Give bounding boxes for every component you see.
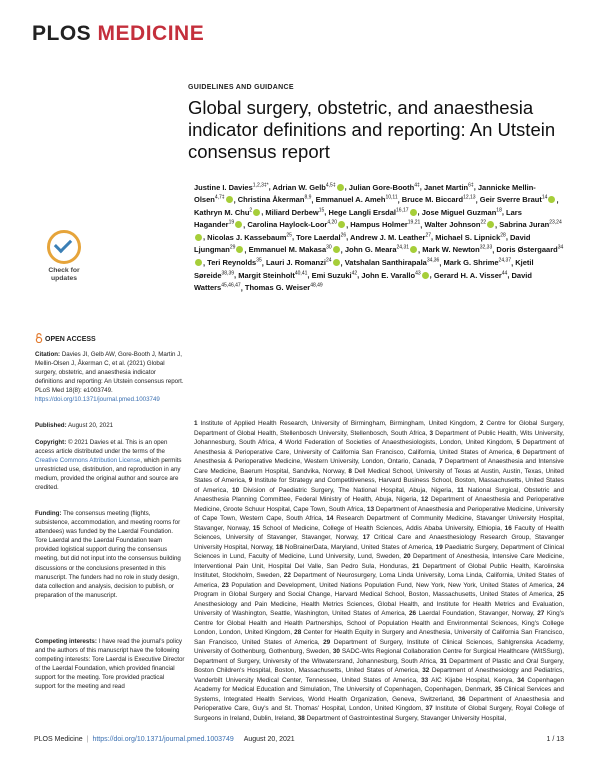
article-title: Global surgery, obstetric, and anaesthesia indicator definitions and reporting: An Utstein consensus report <box>188 97 556 162</box>
author-name: John G. Meara <box>344 245 397 255</box>
author-name: David Watters <box>194 270 532 293</box>
affiliation-number: 5 <box>516 439 520 446</box>
affiliation-number: 31 <box>439 657 447 665</box>
author-name: Gerard H. A. Visser <box>433 270 502 280</box>
citation-label: Citation: <box>35 351 61 358</box>
author-name: Emmanuel M. Makasa <box>248 245 327 255</box>
author-name: Justine I. Davies <box>194 182 253 192</box>
affiliation-number: 37 <box>425 705 433 712</box>
orcid-icon[interactable] <box>410 246 417 253</box>
affiliation-number: 7 <box>438 458 443 465</box>
journal-logo <box>32 22 204 46</box>
author-name: Margit Steinholt <box>238 270 295 280</box>
author-affiliation-marker: 44 <box>501 270 508 277</box>
copyright-block <box>35 438 185 493</box>
author <box>345 258 440 267</box>
affiliation-number: 35 <box>494 686 502 693</box>
author-name: Carolina Haylock-Loor <box>247 220 328 230</box>
page-number: 1 / 13 <box>546 736 564 743</box>
affiliation-text: Centre for Global Surgery, Department of Global Health, Stellenbosch University, Stellenbosch, South Africa, <box>194 420 564 437</box>
author-affiliation-marker: 48,49 <box>310 282 323 289</box>
affiliation-number: 36 <box>458 695 466 703</box>
open-lock-icon <box>35 333 43 343</box>
affiliation-text: Institute of Applied Health Research, University of Birmingham, Birmingham, United Kingdom, <box>200 420 477 427</box>
affiliation-text: Anesthesiology and Pain Medicine, Health Metrics Sciences, Global Health, and Institute for Health Metrics and Evaluation, University of Washington, Seattle, Washington, United States of America, <box>194 600 564 617</box>
check-for-updates-button[interactable] <box>38 230 90 290</box>
affiliation-number: 19 <box>435 543 443 551</box>
author-name: Walter Johnson <box>424 220 481 230</box>
author-name: Christina Åkerman <box>237 195 305 205</box>
affiliation-number: 29 <box>323 638 331 646</box>
affiliation-text: Division of Paediatric Surgery, The National Hospital, Abuja, Nigeria, <box>243 486 454 494</box>
affiliation-text: Institute of Global Surgery, Royal College of Surgeons in Ireland, Dublin, Ireland, <box>194 705 565 722</box>
affiliation-number: 10 <box>232 486 240 494</box>
competing-interests-block <box>35 637 185 692</box>
author-affiliation-marker: 24,31 <box>396 244 410 251</box>
author-name: Mark G. Shrime <box>443 258 499 268</box>
author-name: Jannicke Mellin-Olsen <box>194 182 536 205</box>
orcid-icon[interactable] <box>253 209 260 216</box>
affiliation-number: 26 <box>408 610 417 617</box>
author <box>434 271 508 280</box>
author-name: Nicolas J. Kassebaum <box>207 232 287 242</box>
orcid-icon[interactable] <box>410 209 417 216</box>
affiliation-number: 14 <box>326 515 334 522</box>
orcid-icon[interactable] <box>487 221 494 228</box>
author-name: Teri Reynolds <box>207 258 257 268</box>
affiliation-text: Department of Neurosurgery, Loma Linda University, Loma Linda, California, United States of America, <box>194 572 565 589</box>
author-affiliation-marker: 25 <box>286 232 292 239</box>
affiliation-number: 34 <box>517 676 525 684</box>
author-name: Kathryn M. Chu <box>194 207 250 217</box>
author <box>424 183 474 192</box>
author <box>266 258 341 267</box>
affiliation-text: Critical Care and Anaesthesiology Research Group, Stavanger University Hospital, Norway, <box>194 534 565 551</box>
author-name: Bruce M. Biccard <box>401 195 464 205</box>
author-name: Michael S. Lipnick <box>435 232 501 242</box>
author-affiliation-marker: 19,21 <box>407 219 421 226</box>
author-name: Doris Østergaard <box>496 245 558 255</box>
affiliation-text: Department of Global Public Health, Karolinska Institutet, Stockholm, Sweden, <box>194 562 564 579</box>
affiliation-number: 9 <box>248 477 253 484</box>
affiliation-number: 15 <box>252 524 260 532</box>
author <box>435 233 506 242</box>
copyright-label: Copyright: <box>35 439 67 446</box>
author-name: Emmanuel A. Ameh <box>315 195 386 205</box>
affiliation-text: Copenhagen Academy for Medical Education and Simulation, The University of Copenhagen, Copenhagen, Denmark, <box>194 676 564 693</box>
published-date: August 20, 2021 <box>68 422 114 429</box>
author <box>424 220 495 229</box>
license-link[interactable]: Creative Commons Attribution License <box>35 457 141 465</box>
affiliation-text: National Surgical, Obstetric and Anaesthesia Planning Committee, Federal Ministry of Health, Abuja, Nigeria, <box>194 486 565 503</box>
author-name: Lars Hagander <box>194 207 522 230</box>
author-name: Janet Martin <box>423 182 469 192</box>
author-affiliation-marker: 6‡ <box>468 182 474 188</box>
affiliation-text: Department of Anaesthesia and Intensive Care Medicine, Baerum Hospital, Sandvika, Norway, <box>194 458 564 475</box>
copyright-text-2: , which permits unrestricted use, distribution, and reproduction in any medium, provided the original author and source are credited. <box>35 457 182 492</box>
affiliation-text: Department of Surgery, Institute of Clinical Sciences, Sahlgrenska Academy, University of Gothenburg, Gothenburg, Sweden, <box>194 638 564 655</box>
affiliation-text: Department of Gastrointestinal Surgery, Stavanger University Hospital, <box>306 714 507 722</box>
affiliation-number: 18 <box>275 543 283 551</box>
orcid-icon[interactable] <box>226 196 233 203</box>
author <box>238 271 307 280</box>
orcid-icon[interactable] <box>195 234 202 241</box>
competing-text: I have read the journal's policy and the authors of this manuscript have the following competing interests: Tore Laerdal is Executive Director of the Laerdal Foundation, which provided financial support for the meeting. Tore provided practical support for the meeting and read <box>35 638 185 691</box>
orcid-icon[interactable] <box>195 259 202 266</box>
orcid-icon[interactable] <box>333 259 340 266</box>
affiliation-number: 4 <box>278 439 283 446</box>
author-affiliation-marker: 43 <box>415 270 421 277</box>
affiliation-number: 13 <box>366 505 374 513</box>
citation-doi-link[interactable]: https://doi.org/10.1371/journal.pmed.1003749 <box>35 396 160 404</box>
affiliation-text: AIC Kijabe Hospital, Kenya, <box>431 676 514 684</box>
author-affiliation-marker: 35 <box>256 257 262 264</box>
open-access-label: OPEN ACCESS <box>45 336 96 343</box>
author-affiliation-marker: 32,33 <box>479 244 493 251</box>
affiliation-text: King's Centre for Global Health and Health Partnerships, School of Population Health and Environmental Sciences, King's College London, London, United Kingdom, <box>194 610 565 636</box>
author-affiliation-marker: 23,24 <box>549 219 562 226</box>
logo-plos: PLOS <box>32 22 92 45</box>
affiliation-number: 28 <box>294 629 302 636</box>
author <box>207 233 292 242</box>
author-affiliation-marker: 30 <box>326 244 332 251</box>
author-name: David Ljungman <box>194 232 531 255</box>
author <box>194 183 269 192</box>
author-affiliation-marker: 38,39 <box>221 270 235 277</box>
affiliation-text: Program in Global Surgery and Social Change, Harvard Medical School, Boston, Massachusetts, United States of America, <box>194 591 555 598</box>
affiliation-number: 16 <box>504 524 512 532</box>
author-name: Adrian W. Gelb <box>272 182 326 192</box>
affiliation-text: Population and Development, United Nations Population Fund, New York, New York, United States of America, <box>231 581 555 589</box>
orcid-icon[interactable] <box>333 246 340 253</box>
author <box>247 220 346 229</box>
check-updates-line2: updates <box>50 275 78 282</box>
affiliation-text: Department of Anesthesiology and Pediatrics, Vanderbilt University Medical Center, Tennessee, United States of America, <box>194 667 565 684</box>
author-affiliation-marker: 4,7‡ <box>214 194 225 201</box>
author-name: Andrew J. M. Leather <box>350 232 426 242</box>
footer-date: August 20, 2021 <box>243 736 295 743</box>
author-name: Emi Suzuki <box>311 270 352 280</box>
affiliation-number: 8 <box>348 467 352 475</box>
author-affiliation-marker: 40,41 <box>294 270 308 277</box>
author-affiliation-marker: 15 <box>318 207 325 214</box>
orcid-icon[interactable] <box>422 272 429 279</box>
affiliation-text: Center for Health Equity in Surgery and Anesthesia, University of California San Francisco, San Francisco, United States of America, <box>194 629 565 646</box>
affiliation-number: 24 <box>556 581 565 589</box>
affiliation-number: 25 <box>556 591 564 598</box>
author <box>328 208 417 217</box>
author-affiliation-marker: 22 <box>480 219 487 226</box>
author <box>265 208 324 217</box>
open-access-badge <box>35 333 96 343</box>
affiliation-number: 1 <box>194 420 198 427</box>
author-name: Sabrina Juran <box>499 220 550 230</box>
affiliation-text: Institute for Strategy and Competitiveness, Harvard Business School, Boston, Massachusetts, United States of America, <box>194 477 565 494</box>
author-affiliation-marker: 8,9 <box>304 194 312 201</box>
author-affiliation-marker: 10,11 <box>385 194 398 201</box>
author-affiliation-marker: 34,36 <box>426 257 440 264</box>
affiliation-number: 11 <box>457 486 464 494</box>
citation-text: Davies JI, Gelb AW, Gore-Booth J, Martin J, Mellin-Olsen J, Åkerman C, et al. (2021) Global surgery, obstetric, and anaesthesia indicator definitions and reporting: An Utstein consensus report. PLoS Med 18(8): e1003749. <box>35 351 184 395</box>
author <box>249 245 341 254</box>
affiliation-text: Department of Anaesthesia and Perioperative Medicine, Groote Schuur Hospital, Cape Town, South Africa, <box>194 496 565 513</box>
affiliation-number: 23 <box>221 581 229 589</box>
affiliation-number: 2 <box>479 420 484 427</box>
affiliation-text: Faculty of Health Sciences, University of Stavanger, Stavanger, Norway, <box>194 524 565 541</box>
affiliation-text: Department of Anesthesia & Perioperative Care, University of California San Francisco, California, United States of America, <box>194 439 565 456</box>
check-updates-line1: Check for <box>48 267 80 274</box>
author-affiliation-marker: 26 <box>340 232 347 239</box>
page-footer: PLOS Medicine | https://doi.org/10.1371/journal.pmed.1003749 August 20, 2021 1 / 13 <box>34 736 564 743</box>
affiliation-number: 20 <box>403 553 411 560</box>
author <box>245 283 323 292</box>
author <box>273 183 345 192</box>
author <box>345 245 418 254</box>
author-name: Kjetil Søreide <box>194 258 534 280</box>
author-name: Geir Sverre Braut <box>479 195 542 205</box>
author-affiliation-marker: 4‡ <box>414 182 420 188</box>
affiliation-number: 3 <box>429 429 434 437</box>
affiliation-text: Department of Public Health, Wits University, Johannesburg, South Africa, <box>194 429 564 446</box>
funding-text: The consensus meeting (flights, subsistence, accommodation, and meeting rooms for attendees) was funded by the Laerdal Foundation. Tore Laerdal and the Laerdal Foundation team provided logistical support during the consensus meeting, but did not input into the consensus building discussions or the conclusions presented in this manuscript. The funders had no role in study design, data collection and analysis, decision to publish, or preparation of the manuscript. <box>35 510 181 599</box>
author-affiliation-marker: 1,2,3‡* <box>252 182 269 188</box>
author <box>194 208 261 217</box>
author <box>422 245 492 254</box>
orcid-icon[interactable] <box>236 246 243 253</box>
author-affiliation-marker: 45,46,47 <box>221 282 241 289</box>
author-name: Mark W. Newton <box>422 245 480 255</box>
affiliation-number: 30 <box>332 648 340 655</box>
author <box>238 195 312 204</box>
author <box>350 233 431 242</box>
author <box>361 271 429 280</box>
published-block <box>35 421 185 430</box>
author-affiliation-marker: 24 <box>325 257 332 264</box>
author-name: Miliard Derbew <box>265 207 319 217</box>
author-name: Jose Miguel Guzman <box>421 207 497 217</box>
affiliation-number: 27 <box>537 610 545 617</box>
affiliation-number: 12 <box>421 496 429 503</box>
affiliation-text: Department of Anaesthesia and Perioperative Medicine, University of Cape Town, Western Cape, South Africa, <box>194 505 565 522</box>
author-affiliation-marker: 19 <box>228 219 235 226</box>
affiliation-text: Paediatric Surgery, Department of Clinical Sciences in Lund, Faculty of Medicine, Lund University, Lund, Sweden, <box>194 543 565 560</box>
author-affiliation-marker: 29 <box>229 244 236 251</box>
section-label: GUIDELINES AND GUIDANCE <box>188 84 294 91</box>
author <box>480 195 557 204</box>
affiliation-text: World Federation of Societies of Anaesthesiologists, London, United Kingdom, <box>285 439 514 446</box>
author-name: John E. Varallo <box>361 270 416 280</box>
affiliation-number: 38 <box>297 714 305 722</box>
author-affiliation-marker: 12,13 <box>463 194 476 201</box>
affiliation-text: Clinical Services and Systems, Integrated Health Services, World Health Organization, Geneva, Switzerland, <box>194 686 564 703</box>
orcid-icon[interactable] <box>235 221 242 228</box>
affiliation-number: 17 <box>362 534 370 541</box>
affiliation-number: 33 <box>421 676 429 684</box>
author-affiliation-marker: 4,20 <box>327 219 338 226</box>
orcid-icon[interactable] <box>338 221 345 228</box>
author <box>422 208 502 217</box>
affiliation-number: 21 <box>412 562 420 570</box>
affiliation-text: Research Department of Community Medicine, Stavanger University Hospital, Stavanger, Norway, <box>194 515 565 532</box>
author-name: Julian Gore-Booth <box>348 182 415 192</box>
copyright-text: © 2021 Davies et al. This is an open access article distributed under the terms of the <box>35 439 168 456</box>
footer-doi-link[interactable]: https://doi.org/10.1371/journal.pmed.1003749 <box>92 736 234 743</box>
author-affiliation-marker: 34 <box>557 244 564 251</box>
published-label: Published: <box>35 422 67 429</box>
funding-block <box>35 509 185 600</box>
affiliation-text: Department of Anesthesia & Perioperative Medicine, Western University, London, Ontario, Canada, <box>194 448 565 465</box>
affiliation-text: Department of Anaesthesia and Perioperative Care, Guy's and St. Thomas' Hospital, London, United Kingdom, <box>194 695 564 712</box>
affiliation-number: 6 <box>516 448 521 456</box>
author <box>207 258 262 267</box>
author-name: Hampus Holmer <box>350 220 408 230</box>
footer-journal: PLOS Medicine <box>34 736 83 743</box>
author-name: Tore Laerdal <box>296 232 341 242</box>
author-name: Hege Langli Ersdal <box>328 207 396 217</box>
competing-label: Competing interests: <box>35 638 97 645</box>
orcid-icon[interactable] <box>337 184 344 191</box>
author-list: Justine I. Davies$^{1,2,3\ddagger*}$, Adrian W. Gelb$^{4,5\ddagger}$ , Julian Gore-Booth$^{4\ddagger}$, Janet Martin$^{6\ddagger}$, Jannicke Mellin-Olsen$^{4,7\ddagger}$ , Christina Åkerman$^{8,9}$, Emmanuel A. Ameh$^{10,11}$, Bruce M. Biccard$^{12,13}$, Geir Sverre Braut$^{14}$ , Kathryn M. Chu$^2$ , Miliard Derbew$^{15}$, Hege Langli Ersdal$^{16,17}$ , Jose Miguel Guzman$^{18}$, Lars Hagander$^{19}$ , Carolina Haylock-Loor$^{4,20}$ , Hampus Holmer$^{19,21}$, Walter Johnson$^{22}$ , Sabrina Juran$^{23,24}$, Nicolas J. Kassebaum$^{25}$, Tore Laerdal$^{26}$, Andrew J. M. Leather$^{27}$, Michael S. Lipnick$^{28}$, David Ljungman$^{29}$ , Emmanuel M. Makasa$^{30}$ , John G. Meara$^{24,31}$ , Mark W. Newton$^{32,33}$, Doris Østergaard$^{34}$, Teri Reynolds$^{35}$, Lauri J. Romanzi$^{24}$ , Vatshalan Santhirapala$^{34,36}$, Mark G. Shrime$^{24,37}$, Kjetil Søreide$^{38,39}$, Margit Steinholt$^{40,41}$, Emi Suzuki$^{42}$, John E. Varallo$^{43}$ , Gerard H. A. Visser$^{44}$, David Watters$^{45,46,47}$, Thomas G. Weiser$^{48,49}$ <box>194 182 564 293</box>
affiliation-text: Laerdal Foundation, Stavanger, Norway, <box>418 610 535 617</box>
affiliation-text: NoBrainerData, Maryland, United States of America, <box>284 543 434 551</box>
logo-medicine: MEDICINE <box>97 22 205 45</box>
affiliation-number: 32 <box>422 667 430 674</box>
funding-label: Funding: <box>35 510 62 517</box>
author <box>349 183 420 192</box>
affiliation-text: Department of Anesthesia, Intensive Care Medicine, Interventional Pain Unit, Hospital Del Valle, San Pedro Sula, Honduras, <box>194 553 564 570</box>
author-affiliation-marker: 16,17 <box>396 207 409 214</box>
author-affiliation-marker: 42 <box>351 270 358 277</box>
affiliation-number: 22 <box>283 572 291 579</box>
author-name: Vatshalan Santhirapala <box>344 258 427 268</box>
affiliation-list <box>194 419 564 723</box>
author-affiliation-marker: 28 <box>500 232 506 239</box>
author-affiliation-marker: 27 <box>425 232 432 239</box>
author <box>312 271 358 280</box>
author <box>296 233 346 242</box>
affiliation-text: School of Medicine, College of Health Sciences, Addis Ababa University, Ethiopia, <box>262 524 503 532</box>
author-affiliation-marker: 24,37 <box>498 257 512 264</box>
author-affiliation-marker: 18 <box>496 207 502 214</box>
author-name: Thomas G. Weiser <box>244 283 311 293</box>
author <box>444 258 512 267</box>
orcid-icon[interactable] <box>548 196 555 203</box>
author <box>350 220 420 229</box>
author <box>316 195 398 204</box>
author <box>402 195 476 204</box>
author-affiliation-marker: 14 <box>541 194 548 201</box>
affiliation-text: SADC-Wits Regional Collaboration Centre for Surgical Healthcare (WitSSurg), Department of Surgery, University of the Witwatersrand, Johannesburg, South Africa, <box>194 648 564 665</box>
author-affiliation-marker: 4,5‡ <box>325 182 336 188</box>
affiliation-text: Department of Plastic and Oral Surgery, Boston Children's Hospital, Boston, Massachusetts, United States of America, <box>194 657 564 674</box>
author-name: Lauri J. Romanzi <box>265 258 326 268</box>
citation-block <box>35 350 185 405</box>
check-updates-icon <box>47 230 81 264</box>
author-affiliation-marker: 2 <box>249 207 253 214</box>
affiliation-text: Dell Medical School, University of Texas at Austin, Austin, Texas, United States of America, <box>194 467 564 484</box>
